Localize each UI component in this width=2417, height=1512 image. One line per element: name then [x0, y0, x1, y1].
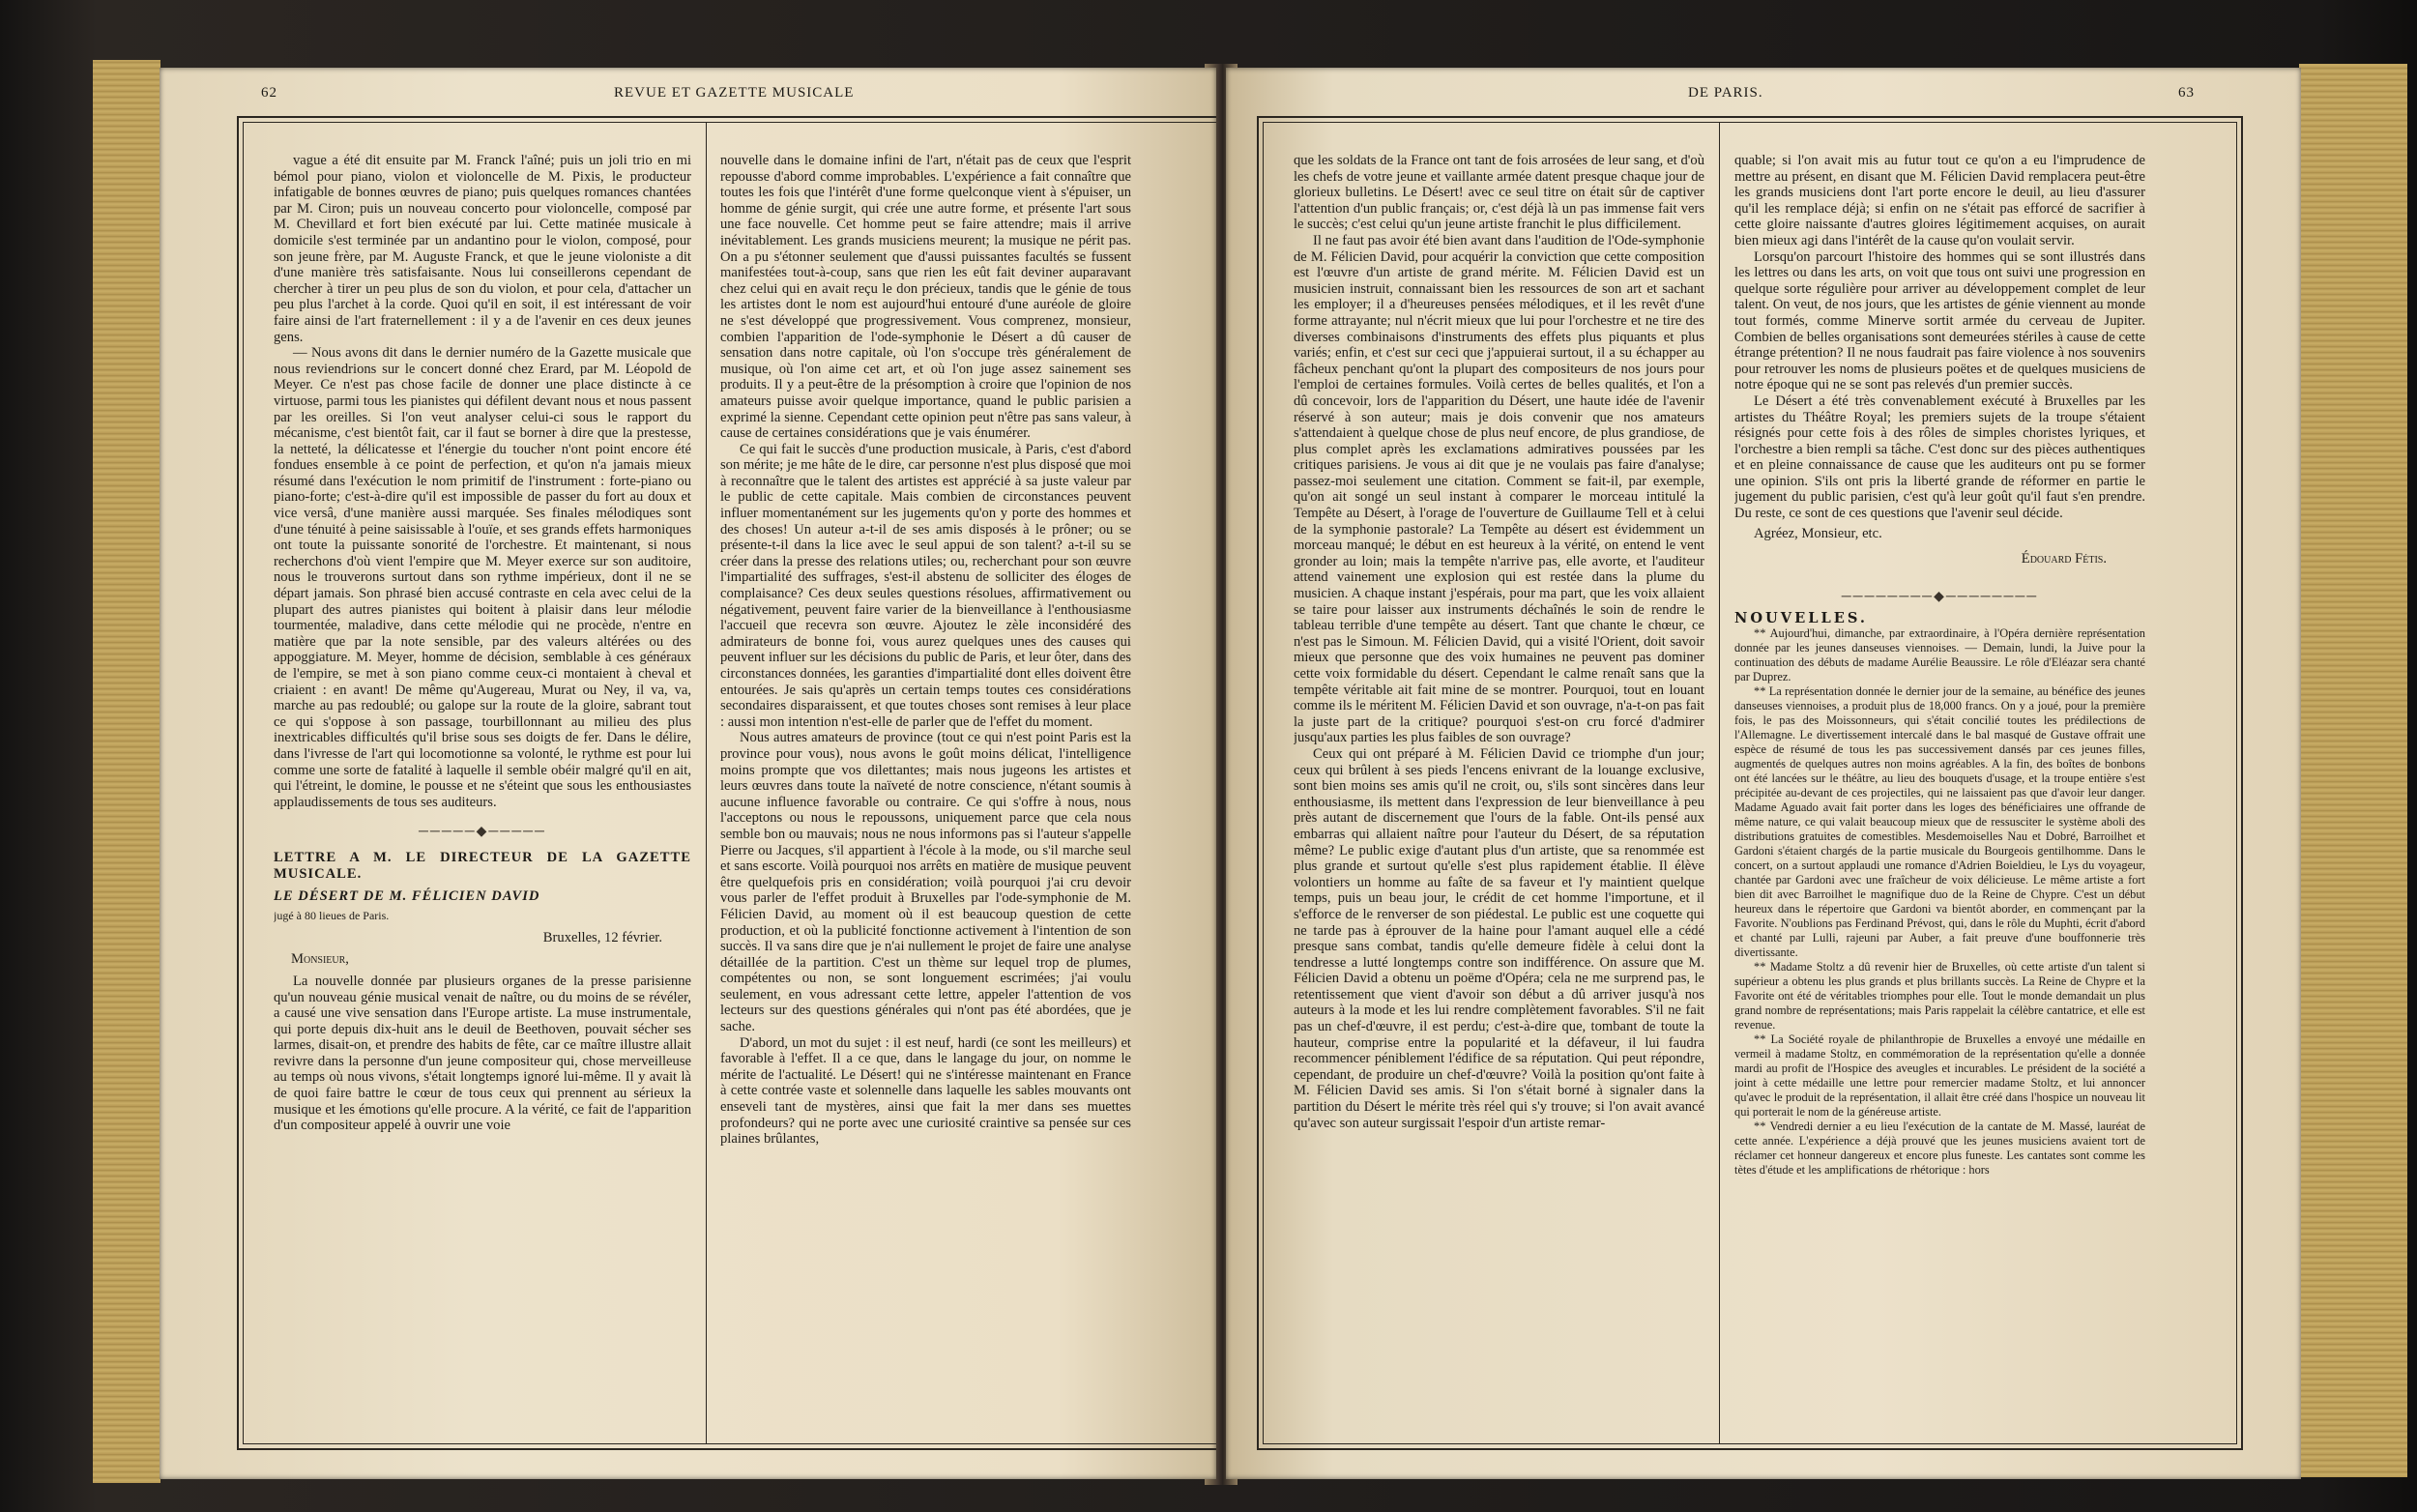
- news-item: ** Vendredi dernier a eu lieu l'exécution de la cantate de M. Massé, lauréat de cette année. L'expérience a déjà prouvé que les jeunes musiciens avaient tort de réclamer cet honneur dangereux et encore plus funeste. Les cantates sont comme les tètes d'étude et les amplifications de rhétorique : hors: [1734, 1119, 2145, 1178]
- letter-title: LE DÉSERT DE M. FÉLICIEN DAVID: [274, 887, 540, 904]
- news-item: ** Aujourd'hui, dimanche, par extraordinaire, à l'Opéra dernière représentation donnée par les jeunes danseuses viennoises. — Demain, lundi, la Juive pour la continuation des débuts de madame Aurélie Beaussire. Le rôle d'Eléazar sera chanté par Duprez.: [1734, 626, 2145, 684]
- left-page-edge: [93, 60, 160, 1483]
- news-item: ** La Société royale de philanthropie de Bruxelles a envoyé une médaille en vermeil à madame Stoltz, en commémoration de la représentation qu'elle a donnée mardi au profit de l'Hospice des aveugles et incurables. Le président de la société a joint à cette médaille une lettre pour remercier madame Stoltz, et lui annoncer qu'avec le produit de la représentation, il allait être créé dans l'hospice un nouveau lit qui porterait le nom de la généreuse artiste.: [1734, 1032, 2145, 1119]
- paragraph: nouvelle dans le domaine infini de l'art, n'était pas de ceux que l'esprit repousse d'abord comme improbables. L'expérience a fait connaître que toutes les fois que l'intérêt d'une forme quelconque vient à s'épuiser, un homme de génie surgit, qui crée une autre forme, et présente l'art sous une face nouvelle. Cet homme peut se faire attendre; mais il arrive inévitablement. Les grands musiciens meurent; la musique ne périt pas. On a pu s'étonner seulement que d'aussi puissantes facultés se fussent manifestées tout-à-coup, sans que rien les eût fait deviner auparavant chez celui qui en avait reçu le don précieux, tandis que le génie de tous les artistes dont le nom est aujourd'hui entouré d'une auréole de gloire ne s'est développé que progressivement. Vous comprenez, monsieur, combien l'apparition de l'ode-symphonie le Désert a dû causer de sensation dans notre capitale, où l'on s'occupe très généralement de musique, où l'on aime cet art, et où l'on juge assez sainement ses produits. Il y a peut-être de la présomption à croire que l'opinion de nos amateurs puisse avoir quelque importance, quand le public parisien a exprimé la sienne. Cependant cette opinion peut n'être pas sans valeur, à cause de certaines considérations que je vais énumérer.: [720, 153, 1131, 442]
- left-column-divider: [706, 122, 707, 1444]
- right-page-edge: [2299, 64, 2407, 1477]
- paragraph: La nouvelle donnée par plusieurs organes de la presse parisienne qu'un nouveau génie musical venait de naître, ou du moins de se révéler, a causé une vive sensation dans l'Europe artiste. La muse instrumentale, qui porte depuis dix-huit ans le deuil de Beethoven, pouvait sécher ses larmes, disait-on, et prendre des habits de fête, car ce maître illustre allait revivre dans la personne d'un jeune compositeur qui, chose merveilleuse au temps où nous vivons, s'était longtemps ignoré lui-même. Il y avait là de quoi faire battre le cœur de tous ceux qui prennent au sérieux la musique et les émotions qu'elle procure. A la vérité, ce fait de l'apparition d'un compositeur appelé à ouvrir une voie: [274, 973, 691, 1134]
- right-running-head: DE PARIS.: [1688, 85, 1763, 101]
- paragraph: — Nous avons dit dans le dernier numéro de la Gazette musicale que nous reviendrions sur le concert donné chez Erard, par M. Léopold de Meyer. Ce n'est pas chose facile de donner une place distincte à ce virtuose, parmi tous les pianistes qui défilent devant nous et nous passent par les oreilles. Si l'on veut analyser celui-ci sous le rapport du mécanisme, c'est bientôt fait, car il faut se borner à dire que la prestesse, la netteté, la délicatesse et l'énergie du toucher n'ont point encore été fondues ensemble à ce point de perfection, et qu'on n'a jamais mieux résumé dans l'exécution le nom primitif de l'instrument : forte-piano ou piano-forte; c'est-à-dire qu'il est impossible de passer du fort au doux et vice versâ, d'une manière aussi marquée. Ses finales mélodiques sont d'une ténuité à peine saisissable à l'ouïe, et ses grands effets harmoniques ont toute la puissante sonorité de l'orchestre. Et maintenant, si nous recherchons d'où vient l'empire que M. Meyer exerce sur son auditoire, nous le trouverons surtout dans son rythme impérieux, dont il ne se départ jamais. Son phrasé bien accusé contraste en cela avec celui de la plupart des autres pianistes qui boitent à plaisir dans leur mélodie tourmentée, maladive, dans cette mélodie qui ne procède, n'entre en matière que par la note sensible, par des valeurs altérées ou des appoggiature. M. Meyer, homme de décision, semblable à ces généraux de l'empire, se met à son piano comme ceux-ci montaient à cheval et criaient : en avant! De même qu'Augereau, Murat ou Ney, il va, va, marche au pas redoublé; ou galope sur la route de la gloire, sabrant tout ce qui s'oppose à son passage, tourbillonnant au milieu des plus inextricables difficultés qu'il brise sous ses doigts de fer. Dans le délire, dans l'ivresse de l'art qui locomotionne sa volonté, le rythme est pour lui comme une sorte de fatalité à laquelle il semble obéir malgré qu'il en ait, qui l'étreint, le domine, le pousse et ne s'éteint que sous les enthousiastes applaudissements de tous ses auditeurs.: [274, 345, 691, 810]
- news-item: ** Madame Stoltz a dû revenir hier de Bruxelles, où cette artiste d'un talent si supérieur a obtenu les plus grands et plus brillants succès. La Reine de Chypre et la Favorite ont été de véritables triomphes pour elle. Tout le monde demandait un plus grand nombre de représentations; mais Paris rappelait la célèbre cantatrice, et elle est revenue.: [1734, 960, 2145, 1032]
- paragraph: Ceux qui ont préparé à M. Félicien David ce triomphe d'un jour; ceux qui brûlent à ses pieds l'encens enivrant de la louange exclusive, sont bien moins ses amis qu'il ne croit, ou, s'ils sont sincères dans leur enthousiasme, ils mettent dans l'expression de leur bienveillance à peu près autant de discernement que l'ours de la fable. Ont-ils pensé aux embarras qui allaient naître pour l'auteur du Désert, de sa réputation même? Le public exige d'autant plus d'un artiste, que sa renommée est plus grande et surtout qu'elle s'est plus rapidement établie. Il élève volontiers un homme au faîte de sa faveur et l'y maintient quelque temps, puis un beau jour, le crédit de cet homme l'importune, et il s'efforce de le renverser de son piédestal. Le public est une coquette qui ne tarde pas à éprouver de la haine pour l'amant auquel elle a cédé presque sans combat, tandis qu'elle demeure fidèle à celui dont la tendresse a lutté longtemps contre son indifférence. On assure que M. Félicien David a obtenu un poëme d'Opéra; cela ne me surprend pas, le retentissement que vient d'avoir son début a dû arriver jusqu'à nos auteurs à la mode et les lui rendre complètement favorables. S'il ne fait pas un chef-d'œuvre, il est perdu; c'est-à-dire que, tombant de toute la hauteur, comprise entre la popularité et la défaveur, il lui faudra recommencer péniblement l'édifice de sa réputation. Qui peut répondre, cependant, de produire un chef-d'œuvre? Voilà la position qu'ont faite à M. Félicien David ses amis. Si l'on s'était borné à signaler dans la partition du Désert le mérite très réel qui s'y trouve; si l'on avait avancé qu'avec son auteur surgissait l'espoir d'un artiste remar-: [1294, 745, 1704, 1131]
- paragraph: que les soldats de la France ont tant de fois arrosées de leur sang, et d'où les chefs de votre jeune et vaillante armée datent presque chaque jour de glorieux bulletins. Le Désert! avec ce seul titre on était sûr de captiver l'attention d'un public français; or, c'est déjà là un pas immense fait vers le succès; c'est celui qu'un jeune artiste franchit le plus difficilement.: [1294, 153, 1704, 233]
- letter-subtitle: jugé à 80 lieues de Paris.: [274, 909, 390, 923]
- paragraph: vague a été dit ensuite par M. Franck l'aîné; puis un joli trio en mi bémol pour piano, violon et violoncelle de M. Pixis, le producteur infatigable de bonnes œuvres de piano; puis quelques romances chantées par M. Ciron; puis un nouveau concerto pour violoncelle, composé par M. Chevillard et fort bien exécuté par lui. Cette matinée musicale à domicile s'est terminée par un andantino pour le violon, composé, pour son jeune frère, par M. Auguste Franck, et que le jeune violoniste a dit d'une manière très satisfaisante. Nous lui conseillerons cependant de chercher à tirer un peu plus de son du violon, et pour cela, d'attacher un peu plus l'archet à la corde. Quoi qu'il en soit, il est intéressant de voir faire ainsi de l'art fraternellement : il y a de l'avenir en ces deux jeunes gens.: [274, 153, 691, 345]
- letter-heading: LETTRE A M. LE DIRECTEUR DE LA GAZETTE MUSICALE.: [274, 850, 691, 882]
- left-page-number: 62: [261, 85, 277, 101]
- left-page: [160, 68, 1216, 1479]
- left-column-1: [274, 153, 691, 1440]
- news-item: ** La représentation donnée le dernier jour de la semaine, au bénéfice des jeunes danseuses viennoises, a produit plus de 18,000 francs. On y a joué, pour la première fois, le pas des Moissonneurs, qui s'était concilié toutes les prédilections de l'Allemagne. Le divertissement intercalé dans le bal masqué de Gustave offrait une espèce de résumé de tous les pas successivement dansés par ces jeunes filles, augmentés de quelques autres non moins agréables. A la fin, des boîtes de bonbons ont été lancées sur le théâtre, au lieu des bouquets d'usage, et la troupe entière s'est précipitée au-devant de ces projectiles, qui ne laissaient pas que d'avoir leur danger. Madame Aguado avait fait porter dans les loges des bénéficiaires une offrande de même nature, ce qui valait beaucoup mieux que de ressusciter le système aboli des distributions gratuites de comestibles. Mesdemoiselles Nau et Dobré, Barroilhet et Gardoni s'étaient chargés de la partie musicale du Bourgeois gentilhomme. Dans le concert, on a surtout applaudi une romance d'Adrien Boieldieu, le Lys du voyageur, chantée par Gardoni avec une fraîcheur de voix délicieuse. Le même artiste a fort bien dit avec Barroilhet le magnifique duo de la Reine de Chypre. C'est un début heureux dans le répertoire que Gardoni va bientôt aborder, en commençant par la Favorite. N'oublions pas Ferdinand Prévost, qui, dans le rôle du Muphti, écrit d'abord et chanté par Lulli, rajeuni par Auber, a fait preuve d'une bouffonnerie très divertissante.: [1734, 684, 2145, 960]
- letter-dateline: Bruxelles, 12 février.: [542, 929, 662, 945]
- left-column-2: [720, 153, 1131, 1440]
- ornament-rule: ─────◆─────: [419, 825, 546, 840]
- right-page-number: 63: [2178, 85, 2195, 101]
- paragraph: quable; si l'on avait mis au futur tout ce qu'on a eu l'imprudence de mettre au présent, en disant que M. Félicien David remplacera peut-être les grands musiciens dont l'art porte encore le deuil, au lieu d'assurer qu'il les remplace déjà; si enfin on ne s'était pas efforcé de sacrifier à cette gloire naissante d'autres gloires légitimement acquises, on aurait bien mieux agi dans l'intérêt de la cause qu'on voulait servir.: [1734, 153, 2145, 248]
- right-page: [1226, 68, 2301, 1479]
- right-column-divider: [1719, 122, 1720, 1444]
- paragraph: Il ne faut pas avoir été bien avant dans l'audition de l'Ode-symphonie de M. Félicien David, pour acquérir la conviction que cette composition est l'œuvre d'un artiste de grand mérite. M. Félicien David est un musicien instruit, connaissant bien les ressources de son art et sachant les employer; il a d'heureuses pensées mélodiques, et il les revêt d'une forme attrayante; nul n'écrit mieux que lui pour l'orchestre et ne tire des diverses combinaisons d'instruments des effets plus piquants et plus variés; enfin, et c'est sur ceci que j'appuierai surtout, il a su échapper au fâcheux penchant qu'ont la plupart des compositeurs de nos jours pour l'emploi de certaines formules. Voilà certes de belles qualités, et l'on a dû concevoir, lors de l'apparition du Désert, une haute idée de l'avenir réservé à son auteur; mais je dois convenir que nos amateurs s'attendaient à quelque chose de plus neuf encore, de plus grandiose, de plus complet après les exclamations admiratives poussées par les critiques parisiens. Je vous ai dit que je ne voulais pas faire d'analyse; passez-moi seulement une citation. Comment se fait-il, par exemple, qu'on ait songé un seul instant à comparer le morceau intitulé la Tempête au Désert, à l'orage de l'ouverture de Guillaume Tell et à celui de la symphonie pastorale? La Tempête au désert est évidemment un morceau manqué; le début en est heureux à la vérité, on entend le vent gronder au loin; mais la tempête n'arrive pas, elle avorte, et l'auditeur attend vainement une explosion qui est restée dans la plume du musicien. A chaque instant j'espérais, pour ma part, que les voix allaient se taire pour laisser aux instruments déchaînés le soin de rendre le tableau terrible d'une tempête au désert. Tant que chante le chœur, ce n'est pas le Simoun. M. Félicien David, qui a visité l'Orient, doit savoir mieux que personne que des voix humaines ne peuvent pas dominer cette voix formidable du désert. Cependant le calme renaît sans que la tempête véritable ait fait mine de se montrer. Pourquoi, tout en louant comme ils le méritent M. Félicien David et son ouvrage, n'a-t-on pas fait la juste part de la critique? pourquoi s'est-on cru forcé d'admirer jusqu'aux parties les plus faibles de son ouvrage?: [1294, 232, 1704, 746]
- paragraph: Le Désert a été très convenablement exécuté à Bruxelles par les artistes du Théâtre Royal; les premiers sujets de la troupe s'étaient résignés pour cette fois à des rôles de simples choristes lyriques, et l'orchestre a bien rempli sa tâche. C'est donc sur des pièces authentiques et en pleine connaissance de cause que les auditeurs ont pu se former une opinion. S'ils ont pris la liberté grande de réformer en partie le jugement du public parisien, c'est qu'à leur goût qu'il faut s'en prendre. Du reste, ce sont de ces questions que l'avenir seul décide.: [1734, 393, 2145, 522]
- paragraph: Ce qui fait le succès d'une production musicale, à Paris, c'est d'abord son mérite; je me hâte de le dire, car personne n'est plus disposé que moi à reconnaître que le talent des artistes est apprécié à sa juste valeur par le public de cette capitale. Mais combien de circonstances peuvent influer momentanément sur les jugements qu'on y porte des hommes et des choses! Un auteur a-t-il de ses amis disposés à le prôner; ou se présente-t-il dans la lice avec le seul appui de son talent? a-t-il su se créer dans la presse des relations utiles; ou, recherchant pour son œuvre l'impartialité des suffrages, s'est-il abstenu de solliciter des éloges de complaisance? Ces deux seules questions résolues, affirmativement ou négativement, peuvent faire varier de la bienveillance à l'enthousiasme l'accueil que recevra son œuvre. Ajoutez le zèle inconsidéré des admirateurs de bonne foi, vous aurez quelques unes des causes qui peuvent influer sur les décisions du public de Paris, et leur ôter, dans des circonstances données, les garanties d'impartialité dont elles doivent être entourées. Je sais qu'après un certain temps toutes ces considérations secondaires disparaissent, et que toutes choses sont remises à leur place : aussi mon intention n'est-elle de parler que de l'effet du moment.: [720, 441, 1131, 730]
- ornament-rule: ────────◆────────: [1841, 589, 2039, 604]
- news-heading: NOUVELLES.: [1734, 609, 1868, 626]
- letter-salutation: Monsieur,: [291, 951, 349, 968]
- right-column-1: [1294, 153, 1704, 1440]
- paragraph: Lorsqu'on parcourt l'histoire des hommes qui se sont illustrés dans les lettres ou dans les arts, on voit que tous ont suivi une progression en quelque sorte régulière pour arriver au développement complet de leur talent. On veut, de nos jours, que les artistes de génie viennent au monde tout formés, comme Minerve sortit armée du cerveau de Jupiter. Combien de belles organisations sont demeurées stériles à cause de cette étrange prétention? Il ne nous faudrait pas faire violence à nos souvenirs pour retrouver les noms de plusieurs poëtes et de quelques musiciens de notre époque qui ne se sont pas relevés d'un premier succès.: [1734, 248, 2145, 393]
- closing-line: Agréez, Monsieur, etc.: [1754, 525, 1882, 541]
- left-running-head: REVUE ET GAZETTE MUSICALE: [614, 85, 855, 101]
- right-column-2: [1734, 153, 2145, 1440]
- paragraph: Nous autres amateurs de province (tout ce qui n'est point Paris est la province pour vous), nous avons le goût moins délicat, l'intelligence moins prompte que vos dilettantes; mais nous jugeons les artistes et leurs œuvres dans toute la naïveté de notre conscience, n'étant soumis à aucune influence favorable ou contraire. Ce qui s'offre à nous, nous l'acceptons ou nous le repoussons, uniquement parce que cela nous semble bon ou mauvais; nous ne nous informons pas si l'auteur s'appelle Pierre ou Jacques, s'il appartient à l'école à la mode, ou s'il marche seul et sans escorte. Voilà pourquoi nos arrêts en matière de musique peuvent être quelquefois pris en considération; voilà pourquoi j'ai cru devoir vous parler de l'effet produit à Bruxelles par l'ode-symphonie de M. Félicien David, au moment où il est beaucoup question de cette production, et où la publicité fonctionne activement à l'intention de son succès. Il va sans dire que je n'ai nullement le projet de faire une analyse détaillée de la partition. C'est un thème sur lequel trop de plumes, compétentes ou non, se sont longuement escrimées; j'ai voulu seulement, en vous adressant cette lettre, appeler l'attention de vos lecteurs sur des questions générales qui n'ont pas été abordées, que je sache.: [720, 730, 1131, 1035]
- signature: Édouard Fétis.: [2021, 551, 2107, 567]
- paragraph: D'abord, un mot du sujet : il est neuf, hardi (ce sont les meilleurs) et favorable à l'effet. Il a ce que, dans le langage du jour, on nomme le mérite de l'actualité. Le Désert! qui ne s'intéresse maintenant en France à cette contrée vaste et solennelle dans laquelle les sables mouvants ont enseveli tant de mystères, ainsi que fait la mer dans ses muettes profondeurs? qui ne porte avec une curiosité craintive sa pensée sur ces plaines brûlantes,: [720, 1034, 1131, 1148]
